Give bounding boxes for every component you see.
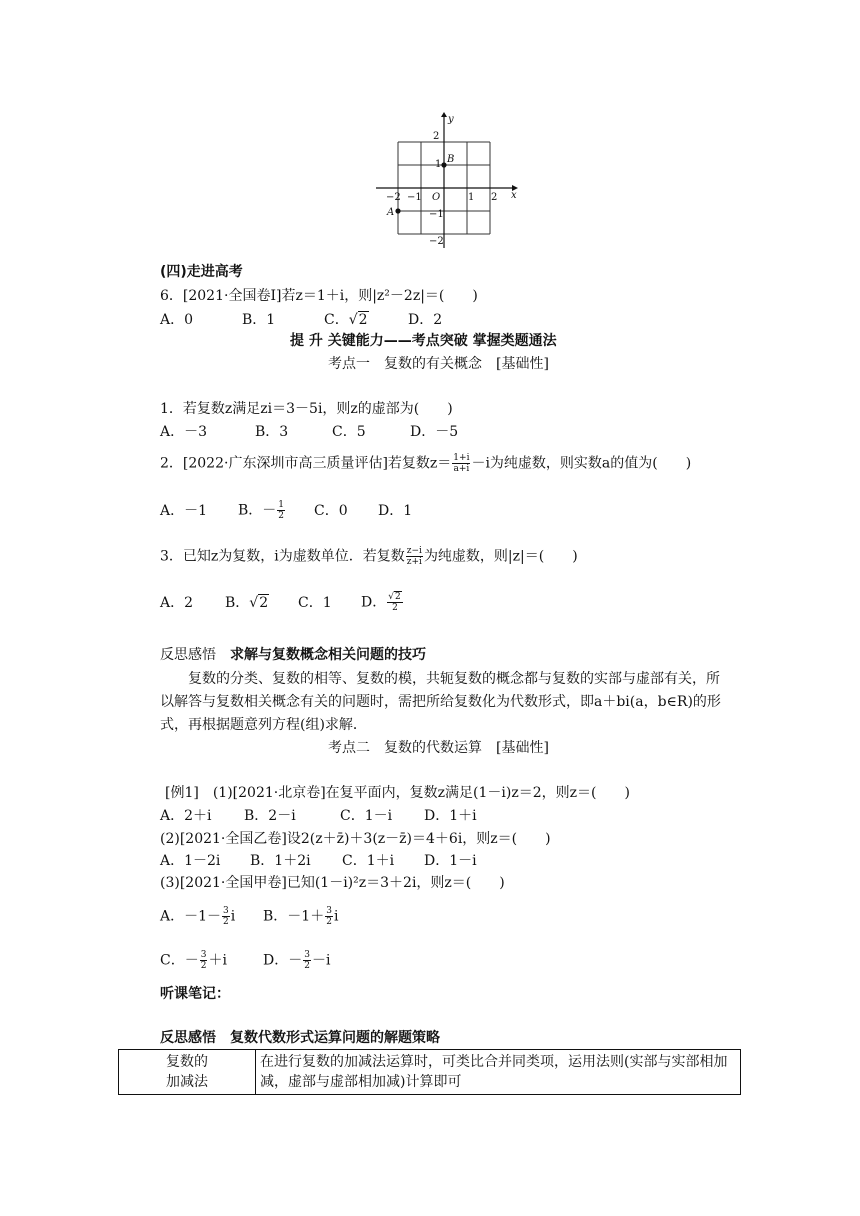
y-tick: −2 bbox=[429, 236, 444, 247]
table-cell: 在进行复数的加减法运算时，可类比合并同类项，运用法则(实部与实部相加减，虚部与虚部相加减)计算即可 bbox=[256, 1050, 741, 1095]
numerator: z−i bbox=[406, 546, 422, 556]
example-1-part-3-options-ab bbox=[160, 906, 338, 927]
x-tick: −2 bbox=[386, 192, 401, 203]
question-3-text: 3．已知z为复数，i为虚数单位．若复数 bbox=[160, 548, 405, 565]
option-label: D．－ bbox=[263, 952, 303, 969]
fraction bbox=[387, 592, 402, 613]
option bbox=[225, 593, 298, 613]
question-6: 6．[2021·全国卷Ⅰ]若z＝1＋i，则|z²－2z|＝( ) bbox=[160, 288, 478, 304]
option-label: A．－1－ bbox=[160, 908, 222, 925]
numerator: 3 bbox=[304, 950, 310, 960]
row-header-line: 加减法 bbox=[166, 1074, 208, 1090]
kp1-title: 考点一 复数的有关概念 [基础性] bbox=[328, 356, 549, 372]
sqrt-icon: √ bbox=[388, 592, 394, 602]
denominator: 2 bbox=[326, 917, 332, 927]
option: D．2 bbox=[408, 312, 443, 328]
strategy-table bbox=[118, 1049, 741, 1095]
example-1-part-3-options-cd bbox=[160, 950, 330, 971]
question-2-options bbox=[160, 500, 412, 521]
option: A．2 bbox=[160, 594, 194, 611]
numerator: 1+i bbox=[453, 453, 470, 463]
x-tick: −1 bbox=[407, 192, 422, 203]
point-a-dot bbox=[395, 208, 400, 213]
option-tail: ＋i bbox=[208, 952, 227, 969]
denominator: 2 bbox=[278, 511, 285, 521]
option: C．1－i bbox=[340, 808, 393, 824]
option bbox=[361, 592, 404, 613]
y-tick: 2 bbox=[433, 131, 440, 142]
option: B．2－i bbox=[244, 808, 296, 824]
option: D．1－i bbox=[424, 853, 477, 869]
reflect1-paragraph-line: 式，再根据题意列方程(组)求解． bbox=[160, 717, 367, 733]
banner-heading: 提 升 关键能力——考点突破 掌握类题通法 bbox=[290, 333, 557, 349]
option: C．1＋i bbox=[342, 853, 395, 869]
fraction bbox=[406, 546, 423, 567]
numerator: 3 bbox=[200, 950, 207, 960]
option: A．－3 bbox=[160, 424, 208, 440]
kp2-title: 考点二 复数的代数运算 [基础性] bbox=[328, 740, 549, 756]
x-tick: 1 bbox=[468, 192, 475, 203]
question-1: 1．若复数z满足zi＝3－5i，则z的虚部为( ) bbox=[160, 401, 453, 417]
table-row-header bbox=[119, 1050, 256, 1095]
denominator: a+i bbox=[453, 464, 470, 474]
option bbox=[263, 906, 338, 927]
reflect-title: 求解与复数概念相关问题的技巧 bbox=[230, 647, 426, 663]
denominator: 2 bbox=[200, 961, 207, 971]
reflect1-paragraph-line: 复数的分类、复数的相等、复数的模，共轭复数的概念都与复数的实部与虚部有关，所 bbox=[188, 671, 720, 687]
question-2-text: －i为纯虚数，则实数a的值为( ) bbox=[471, 455, 692, 472]
reflect1-heading bbox=[160, 645, 426, 665]
fraction bbox=[222, 906, 230, 927]
sqrt-icon: √ bbox=[249, 594, 259, 611]
numerator bbox=[387, 592, 402, 603]
option-label: B．－ bbox=[238, 502, 277, 519]
reflect-label: 反思感悟 bbox=[160, 647, 216, 663]
option bbox=[238, 500, 314, 521]
section4-heading: (四)走进高考 bbox=[160, 264, 243, 280]
example-1-part-1: [例1] (1)[2021·北京卷]在复平面内，复数z满足(1－i)z＝2，则z＝( ) bbox=[165, 785, 630, 801]
radicand: 2 bbox=[259, 594, 269, 611]
option: B．1＋2i bbox=[250, 853, 311, 869]
y-tick: 1 bbox=[435, 159, 442, 170]
reflect1-paragraph-line: 以解答与复数相关概念有关的问题时，需把所给复数化为代数形式，即a＋bi(a，b∈R)的形 bbox=[160, 694, 721, 710]
option-tail: －i bbox=[311, 952, 331, 969]
option-label: C． bbox=[324, 312, 349, 328]
denominator: 2 bbox=[304, 961, 310, 971]
fraction bbox=[452, 453, 470, 474]
option bbox=[324, 310, 408, 330]
fraction bbox=[200, 950, 208, 971]
reflect2-heading bbox=[160, 1028, 440, 1048]
option: A．0 bbox=[160, 312, 194, 328]
option: B．1 bbox=[242, 312, 276, 328]
question-3-text: 为纯虚数，则|z|＝( ) bbox=[423, 548, 578, 565]
table-row bbox=[119, 1050, 741, 1095]
option: B．3 bbox=[255, 424, 289, 440]
reflect-label: 反思感悟 bbox=[160, 1030, 216, 1046]
option-label: C．－ bbox=[160, 952, 199, 969]
radicand: 2 bbox=[358, 312, 368, 328]
origin-label: O bbox=[432, 192, 441, 203]
option bbox=[160, 950, 263, 971]
denominator: 2 bbox=[223, 917, 229, 927]
radicand: 2 bbox=[394, 592, 401, 602]
numerator: 1 bbox=[278, 500, 285, 510]
fraction bbox=[303, 950, 311, 971]
option: D．－5 bbox=[410, 424, 459, 440]
denominator: 2 bbox=[392, 603, 398, 613]
complex-plane-graph bbox=[370, 112, 530, 257]
point-a-label: A bbox=[387, 207, 395, 218]
option: C．5 bbox=[332, 424, 366, 440]
question-1-options bbox=[160, 422, 458, 442]
numerator: 3 bbox=[326, 906, 332, 916]
sqrt-icon: √ bbox=[348, 312, 358, 328]
option bbox=[263, 950, 330, 971]
option-label: B． bbox=[225, 594, 250, 611]
option: D．1 bbox=[378, 502, 413, 519]
point-b-dot bbox=[441, 162, 446, 167]
option-label: D． bbox=[361, 594, 387, 611]
question-3-options bbox=[160, 592, 404, 613]
option: A．－1 bbox=[160, 502, 208, 519]
fraction bbox=[325, 906, 333, 927]
example-1-part-3: (3)[2021·全国甲卷]已知(1－i)²z＝3＋2i，则z＝( ) bbox=[160, 875, 505, 891]
option-label: B．－1＋ bbox=[263, 908, 325, 925]
question-2 bbox=[160, 453, 691, 474]
denominator: z+i bbox=[406, 557, 422, 567]
option: A．1－2i bbox=[160, 853, 221, 869]
numerator: 3 bbox=[223, 906, 229, 916]
example-1-part-2-options bbox=[160, 851, 477, 871]
notes-label: 听课笔记： bbox=[160, 986, 230, 1002]
fraction bbox=[277, 500, 285, 521]
imaginary-unit: i bbox=[333, 908, 339, 925]
reflect-title: 复数代数形式运算问题的解题策略 bbox=[230, 1030, 440, 1046]
option bbox=[160, 906, 263, 927]
imaginary-unit: i bbox=[230, 908, 236, 925]
question-3 bbox=[160, 546, 578, 567]
x-tick: 2 bbox=[491, 192, 498, 203]
x-axis-label: x bbox=[511, 190, 517, 201]
example-1-part-1-options bbox=[160, 806, 477, 826]
point-b-label: B bbox=[447, 154, 455, 165]
y-axis-label: y bbox=[448, 114, 454, 125]
row-header-line: 复数的 bbox=[166, 1054, 208, 1070]
question-6-options bbox=[160, 310, 442, 330]
y-tick: −1 bbox=[429, 209, 444, 220]
example-1-part-2: (2)[2021·全国乙卷]设2(z＋z̄)＋3(z－z̄)＝4＋6i，则z＝( ) bbox=[160, 831, 551, 847]
option: A．2＋i bbox=[160, 808, 212, 824]
option: C．1 bbox=[298, 594, 332, 611]
question-2-text: 2．[2022·广东深圳市高三质量评估]若复数z＝ bbox=[160, 455, 452, 472]
option: D．1＋i bbox=[424, 808, 477, 824]
option: C．0 bbox=[314, 502, 348, 519]
